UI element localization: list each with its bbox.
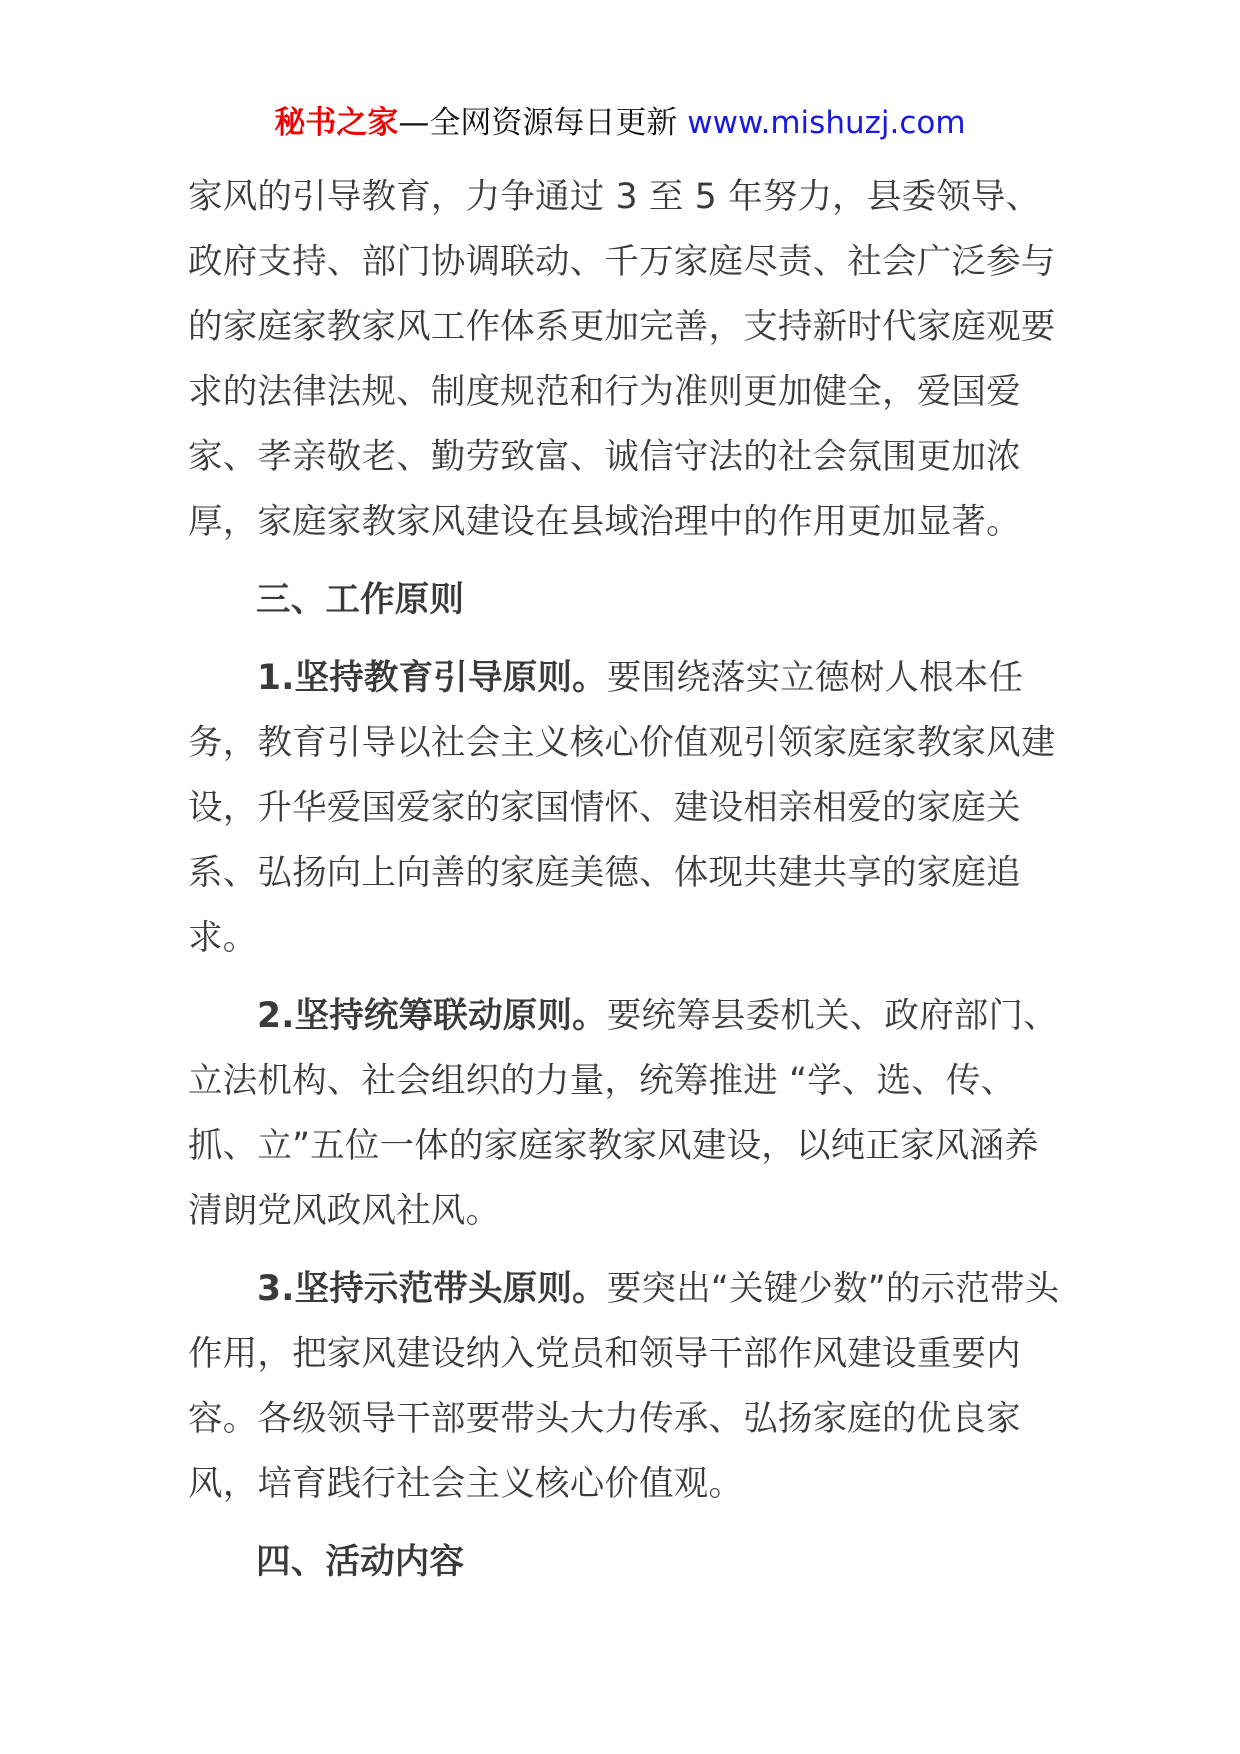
header-slogan: —全网资源每日更新 [398,105,678,141]
paragraph-lead: 2.坚持统筹联动原则。 [257,996,607,1036]
paragraph-text: 要突出“关键少数”的示范带头作用，把家风建设纳入党员和领导干部作风建设重要内容。各级领导干部要带头大力传承、弘扬家庭的优良家风，培育践行社会主义核心价值观。 [188,1269,1060,1504]
paragraph-text: 要统筹县委机关、政府部门、立法机构、社会组织的力量，统筹推进 “学、选、传、抓、立”五位一体的家庭家教家风建设，以纯正家风涵养清朗党风政风社风。 [188,996,1058,1231]
brand-name: 秘书之家 [274,105,399,141]
section-heading-activities: 四、活动内容 [256,1542,465,1582]
document-body [188,165,1068,1595]
site-header [0,101,1240,145]
paragraph-text: 要围绕落实立德树人根本任务，教育引导以社会主义核心价值观引领家庭家教家风建设，升华爱国爱家的家国情怀、建设相亲相爱的家庭关系、弘扬向上向善的家庭美德、体现共建共享的家庭追求。 [188,658,1056,958]
paragraph-text: 家风的引导教育，力争通过 3 至 5 年努力，县委领导、政府支持、部门协调联动、千万家庭尽责、社会广泛参与的家庭家教家风工作体系更加完善，支持新时代家庭观要求的法律法规、制度规范和行为准则更加健全，爱国爱家、孝亲敬老、勤劳致富、诚信守法的社会氛围更加浓厚，家庭家教家风建设在县域治理中的作用更加显著。 [188,177,1056,542]
site-link[interactable]: www.mishuzj.com [687,105,966,141]
paragraph-principle-1 [188,646,1068,971]
paragraph-principle-3 [188,1257,1068,1517]
paragraph-principle-2 [188,984,1068,1244]
paragraph-intro-continued [188,165,1068,555]
paragraph-lead: 1.坚持教育引导原则。 [257,658,607,698]
section-heading-principles: 三、工作原则 [256,580,465,620]
paragraph-lead: 3.坚持示范带头原则。 [257,1269,607,1309]
